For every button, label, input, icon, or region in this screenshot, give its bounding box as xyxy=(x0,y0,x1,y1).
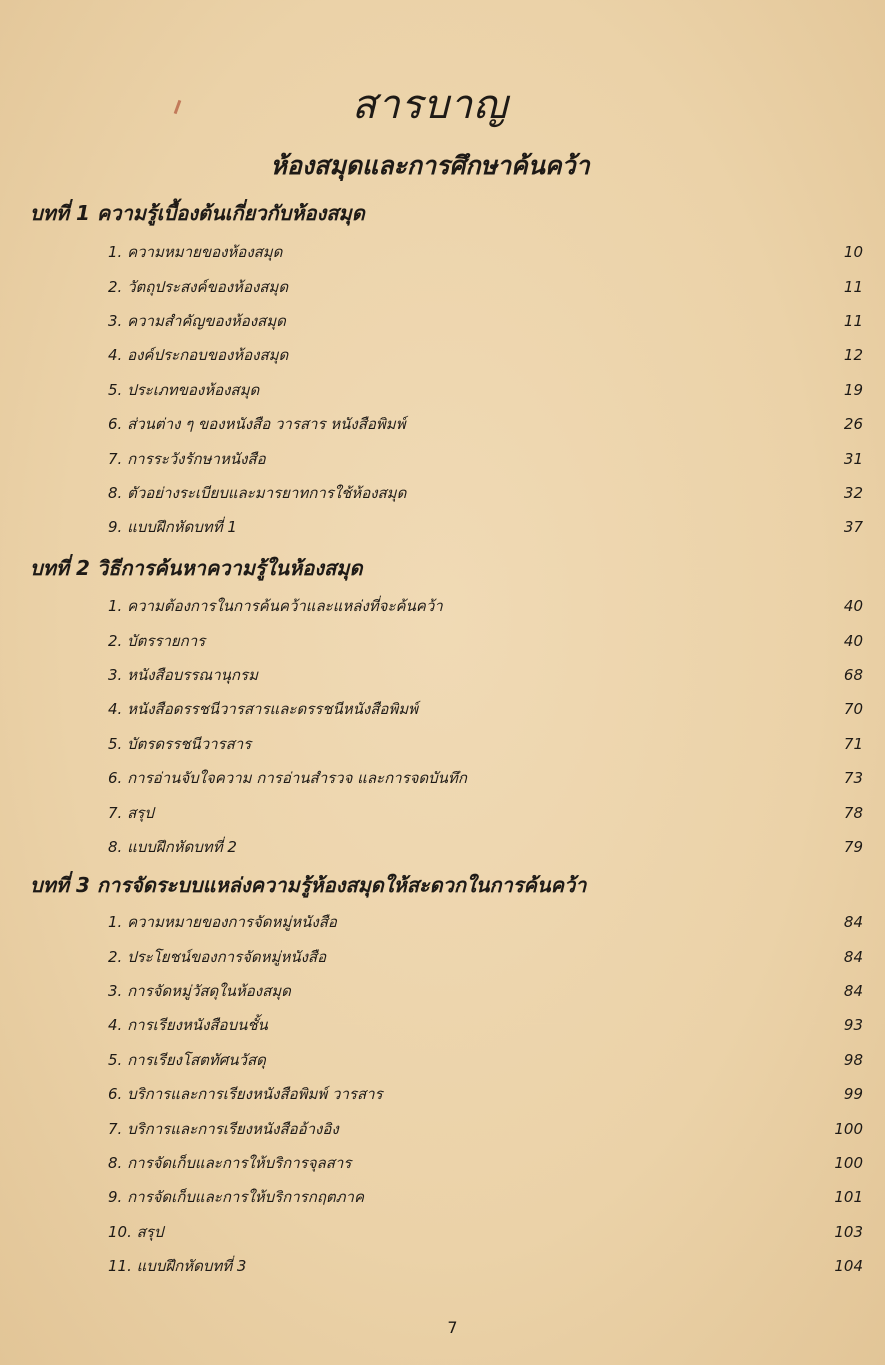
toc-entry-page: 79 xyxy=(843,837,863,856)
toc-entry-page: 71 xyxy=(843,734,863,753)
toc-entry-label: 2. บัตรรายการ xyxy=(108,631,206,650)
chapter-3-heading: บทที่ 3 การจัดระบบแหล่งความรู้ห้องสมุดให้สะดวกในการค้นคว้า xyxy=(30,873,587,897)
toc-entry-label: 3. หนังสือบรรณานุกรม xyxy=(108,665,258,684)
toc-entry xyxy=(108,589,863,623)
toc-entry-label: 3. ความสำคัญของห้องสมุด xyxy=(108,311,286,330)
toc-entry-page: 37 xyxy=(843,518,863,537)
chapter-3-list xyxy=(108,905,863,1283)
toc-entry xyxy=(108,1008,863,1042)
toc-entry-page: 70 xyxy=(843,700,863,719)
toc-entry xyxy=(108,795,863,829)
chapter-2-list xyxy=(108,589,863,864)
toc-entry-page: 78 xyxy=(843,803,863,822)
toc-entry-page: 68 xyxy=(843,665,863,684)
toc-entry-label: 7. การระวังรักษาหนังสือ xyxy=(108,449,266,468)
toc-entry-label: 7. บริการและการเรียงหนังสืออ้างอิง xyxy=(108,1119,339,1138)
toc-entry-page: 103 xyxy=(834,1222,863,1241)
toc-entry-label: 9. แบบฝึกหัดบทที่ 1 xyxy=(108,518,237,537)
toc-entry xyxy=(108,304,863,338)
toc-entry-page: 31 xyxy=(843,449,863,468)
toc-entry-label: 3. การจัดหมู่วัสดุในห้องสมุด xyxy=(108,981,291,1000)
chapter-2-heading: บทที่ 2 วิธีการค้นหาความรู้ในห้องสมุด xyxy=(30,556,363,580)
toc-entry-page: 26 xyxy=(843,415,863,434)
toc-entry xyxy=(108,235,863,269)
toc-entry-label: 8. แบบฝึกหัดบทที่ 2 xyxy=(108,837,237,856)
toc-entry xyxy=(108,658,863,692)
toc-entry-label: 8. ตัวอย่างระเบียบและมารยาทการใช้ห้องสมุด xyxy=(108,483,407,502)
toc-entry-page: 93 xyxy=(843,1016,863,1035)
toc-entry-label: 10. สรุป xyxy=(108,1222,164,1241)
toc-entry xyxy=(108,623,863,657)
toc-entry-label: 7. สรุป xyxy=(108,803,154,822)
toc-entry xyxy=(108,727,863,761)
toc-entry xyxy=(108,1180,863,1214)
toc-entry-label: 5. บัตรดรรชนีวารสาร xyxy=(108,734,252,753)
toc-entry-label: 6. ส่วนต่าง ๆ ของหนังสือ วารสาร หนังสือพิมพ์ xyxy=(108,415,406,434)
toc-entry-label: 1. ความหมายของการจัดหมู่หนังสือ xyxy=(108,913,337,932)
toc-entry-page: 40 xyxy=(843,631,863,650)
toc-entry-label: 2. วัตถุประสงค์ของห้องสมุด xyxy=(108,277,289,296)
toc-entry-page: 84 xyxy=(843,913,863,932)
toc-entry xyxy=(108,1146,863,1180)
toc-entry-page: 100 xyxy=(834,1119,863,1138)
toc-entry-label: 6. บริการและการเรียงหนังสือพิมพ์ วารสาร xyxy=(108,1085,383,1104)
toc-entry-label: 11. แบบฝึกหัดบทที่ 3 xyxy=(108,1257,247,1276)
toc-entry xyxy=(108,692,863,726)
toc-entry-page: 99 xyxy=(843,1085,863,1104)
toc-entry-label: 8. การจัดเก็บและการให้บริการจุลสาร xyxy=(108,1153,352,1172)
toc-entry xyxy=(108,1111,863,1145)
toc-entry-label: 6. การอ่านจับใจความ การอ่านสำรวจ และการจดบันทึก xyxy=(108,769,467,788)
toc-entry-label: 4. การเรียงหนังสือบนชั้น xyxy=(108,1016,268,1035)
toc-entry xyxy=(108,373,863,407)
toc-entry-page: 73 xyxy=(843,769,863,788)
toc-entry xyxy=(108,1043,863,1077)
toc-entry xyxy=(108,939,863,973)
toc-entry xyxy=(108,441,863,475)
toc-entry xyxy=(108,830,863,864)
page-number: 7 xyxy=(447,1318,458,1337)
toc-entry xyxy=(108,510,863,544)
toc-entry-label: 9. การจัดเก็บและการให้บริการกฤตภาค xyxy=(108,1188,364,1207)
toc-entry-label: 1. ความต้องการในการค้นคว้าและแหล่งที่จะค้นคว้า xyxy=(108,597,443,616)
toc-entry xyxy=(108,476,863,510)
chapter-1-list xyxy=(108,235,863,545)
toc-entry-page: 100 xyxy=(834,1153,863,1172)
toc-entry-label: 5. การเรียงโสตทัศนวัสดุ xyxy=(108,1050,266,1069)
toc-entry-label: 4. องค์ประกอบของห้องสมุด xyxy=(108,346,289,365)
toc-entry-page: 32 xyxy=(843,483,863,502)
page-title: สารบาญ xyxy=(351,82,509,128)
toc-entry-page: 104 xyxy=(834,1257,863,1276)
book-subtitle: ห้องสมุดและการศึกษาค้นคว้า xyxy=(270,151,590,180)
toc-entry xyxy=(108,905,863,939)
toc-entry xyxy=(108,269,863,303)
toc-entry-label: 4. หนังสือดรรชนีวารสารและดรรชนีหนังสือพิมพ์ xyxy=(108,700,419,719)
toc-entry-page: 19 xyxy=(843,380,863,399)
toc-entry xyxy=(108,1215,863,1249)
toc-entry-page: 11 xyxy=(843,277,863,296)
toc-entry xyxy=(108,1077,863,1111)
toc-entry-label: 5. ประเภทของห้องสมุด xyxy=(108,380,260,399)
toc-entry xyxy=(108,338,863,372)
toc-entry xyxy=(108,974,863,1008)
toc-entry-page: 84 xyxy=(843,947,863,966)
chapter-1-heading: บทที่ 1 ความรู้เบื้องต้นเกี่ยวกับห้องสมุด xyxy=(30,201,365,225)
toc-entry-page: 40 xyxy=(843,597,863,616)
toc-entry-page: 10 xyxy=(843,243,863,262)
toc-entry-page: 101 xyxy=(834,1188,863,1207)
toc-entry-page: 11 xyxy=(843,311,863,330)
toc-entry-page: 84 xyxy=(843,981,863,1000)
toc-entry xyxy=(108,1249,863,1283)
toc-entry-label: 2. ประโยชน์ของการจัดหมู่หนังสือ xyxy=(108,947,327,966)
toc-entry xyxy=(108,407,863,441)
toc-entry-label: 1. ความหมายของห้องสมุด xyxy=(108,243,283,262)
toc-entry xyxy=(108,761,863,795)
toc-entry-page: 98 xyxy=(843,1050,863,1069)
toc-entry-page: 12 xyxy=(843,346,863,365)
